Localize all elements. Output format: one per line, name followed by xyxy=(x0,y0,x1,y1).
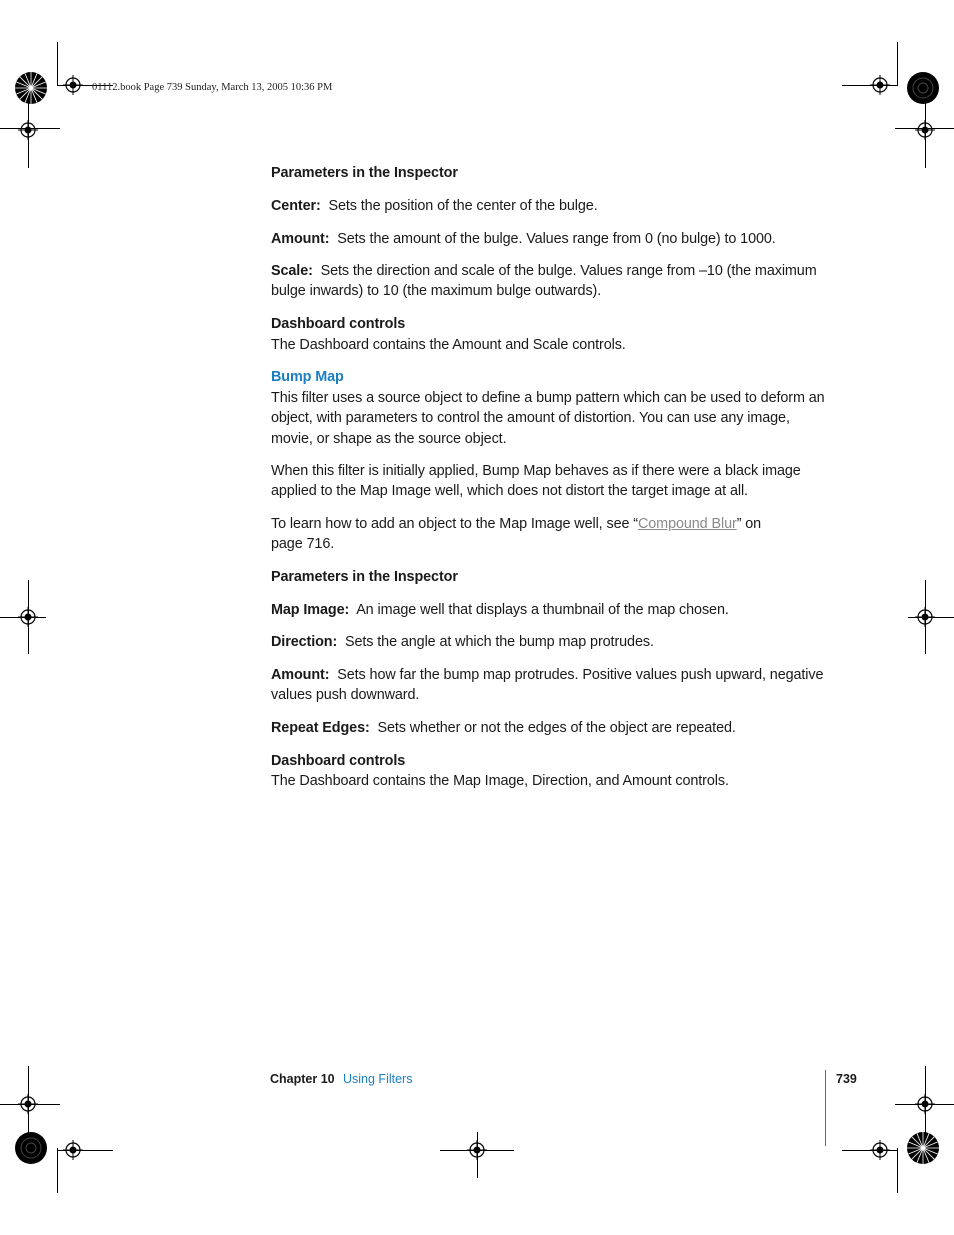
param-label: Amount: xyxy=(271,231,330,247)
scale-parameter xyxy=(271,261,831,302)
param-description: Sets how far the bump map protrudes. Positive values push upward, negative values push downward. xyxy=(271,667,824,704)
dashboard-heading: Dashboard controls xyxy=(271,753,406,769)
registration-target-icon xyxy=(63,75,83,95)
parameters-heading: Parameters in the Inspector xyxy=(271,569,458,585)
starburst-icon xyxy=(14,1131,48,1165)
param-description: Sets the angle at which the bump map protrudes. xyxy=(344,634,654,650)
param-label: Direction: xyxy=(271,634,338,650)
bump-initial-state: When this filter is initially applied, Bump Map behaves as if there were a black image applied to the Map Image well, which does not distort the target image at all. xyxy=(271,463,801,500)
amount-parameter xyxy=(271,229,831,249)
dashboard-text: The Dashboard contains the Amount and Scale controls. xyxy=(271,337,626,353)
dashboard-text: The Dashboard contains the Map Image, Direction, and Amount controls. xyxy=(271,773,729,789)
param-label: Repeat Edges: xyxy=(271,720,370,736)
registration-target-icon xyxy=(18,120,38,140)
param-description: Sets the position of the center of the bulge. xyxy=(328,198,598,214)
starburst-icon xyxy=(906,71,940,105)
footer-rule xyxy=(825,1070,826,1146)
registration-target-icon xyxy=(63,1140,83,1160)
param-label: Center: xyxy=(271,198,321,214)
see-also-text: ” on page 716. xyxy=(271,516,762,553)
registration-target-icon xyxy=(870,75,890,95)
dashboard-heading: Dashboard controls xyxy=(271,316,406,332)
param-description: An image well that displays a thumbnail of the map chosen. xyxy=(356,602,729,618)
bump-see-also xyxy=(271,514,791,555)
starburst-icon xyxy=(14,71,48,105)
starburst-icon xyxy=(906,1131,940,1165)
section-title: Bump Map xyxy=(271,369,344,385)
registration-target-icon xyxy=(915,607,935,627)
center-parameter xyxy=(271,196,831,216)
registration-target-icon xyxy=(467,1140,487,1160)
page-number: 739 xyxy=(836,1072,857,1086)
registration-target-icon xyxy=(915,1094,935,1114)
param-description: Sets whether or not the edges of the object are repeated. xyxy=(377,720,736,736)
param-description: Sets the amount of the bulge. Values range from 0 (no bulge) to 1000. xyxy=(337,231,776,247)
map-image-parameter xyxy=(271,600,831,620)
direction-parameter xyxy=(271,632,831,652)
param-label: Amount: xyxy=(271,667,330,683)
registration-target-icon xyxy=(915,120,935,140)
bump-intro: This filter uses a source object to define a bump pattern which can be used to deform an object, with parameters to control the amount of distortion. You can use any image, movie, or shape as the source object. xyxy=(271,390,825,447)
parameters-heading: Parameters in the Inspector xyxy=(271,165,458,181)
print-info: 01112.book Page 739 Sunday, March 13, 2005 10:36 PM xyxy=(92,82,333,93)
registration-target-icon xyxy=(18,607,38,627)
footer-chapter-title[interactable]: Using Filters xyxy=(343,1072,413,1086)
param-description: Sets the direction and scale of the bulge. Values range from –10 (the maximum bulge inwards) to 10 (the maximum bulge outwards). xyxy=(271,263,817,300)
footer-chapter: Chapter 10 xyxy=(270,1072,335,1086)
param-label: Scale: xyxy=(271,263,313,279)
registration-target-icon xyxy=(870,1140,890,1160)
compound-blur-link[interactable]: Compound Blur xyxy=(637,516,737,532)
see-also-text: To learn how to add an object to the Map Image well, see “ xyxy=(271,516,638,532)
registration-target-icon xyxy=(18,1094,38,1114)
repeat-edges-parameter xyxy=(271,718,831,738)
amount-parameter xyxy=(271,665,831,706)
param-label: Map Image: xyxy=(271,602,350,618)
